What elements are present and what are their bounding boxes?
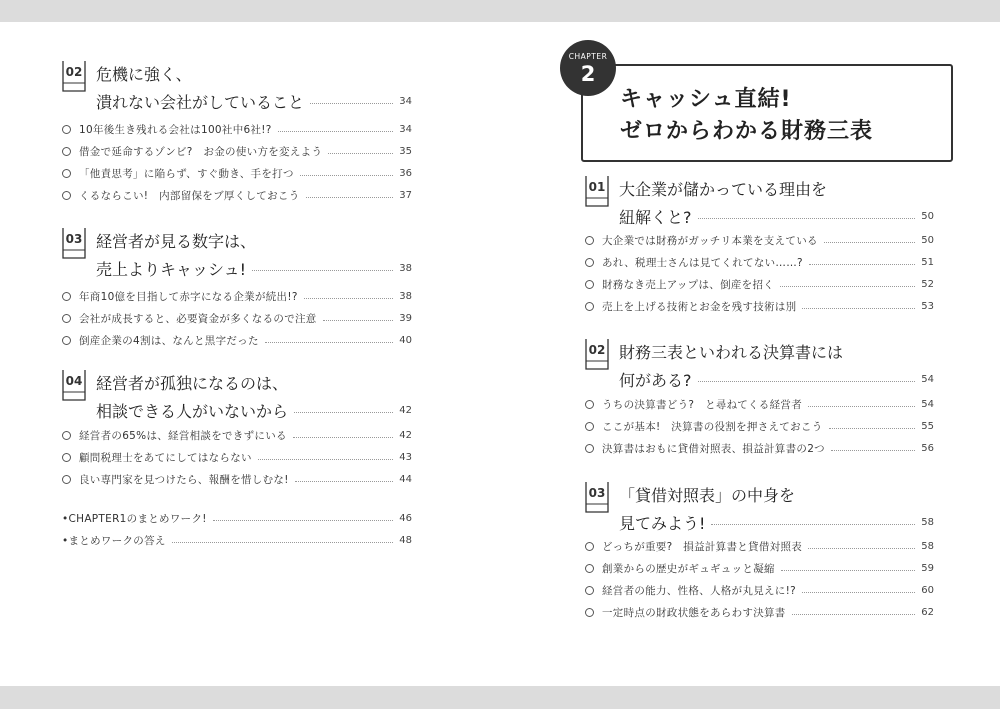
leader-dots xyxy=(824,242,915,243)
page-number: 36 xyxy=(399,167,412,179)
toc-section-01 xyxy=(585,176,934,317)
toc-item xyxy=(62,118,412,140)
leader-dots xyxy=(698,218,916,219)
leader-dots xyxy=(808,406,915,407)
toc-item-title: 顧問税理士をあてにしてはならない xyxy=(79,451,252,464)
bullet-circle-icon xyxy=(62,314,71,323)
leader-dots xyxy=(300,175,394,176)
toc-item-title: 大企業では財務がガッチリ本業を支えている xyxy=(602,234,818,247)
page-number: 54 xyxy=(921,398,934,410)
section-number: 02 xyxy=(65,65,83,79)
leader-dots xyxy=(265,342,393,343)
leader-dots xyxy=(711,524,915,525)
toc-item xyxy=(62,140,412,162)
toc-item-title: 一定時点の財政状態をあらわす決算書 xyxy=(602,606,786,619)
bullet-circle-icon xyxy=(62,169,71,178)
section-title-line1: 経営者が孤独になるのは、 xyxy=(96,374,289,393)
toc-item xyxy=(62,424,412,446)
page-number: 40 xyxy=(399,334,412,346)
page-number: 46 xyxy=(399,512,412,524)
extra-entry-answers xyxy=(62,529,412,551)
section-title-line1: 財務三表といわれる決算書には xyxy=(619,343,844,362)
page-number: 42 xyxy=(399,429,412,441)
page-number: 44 xyxy=(399,473,412,485)
toc-item xyxy=(585,535,934,557)
section-title-line2: 売上よりキャッシュ! xyxy=(96,260,247,279)
section-number-box xyxy=(585,176,609,208)
leader-dots xyxy=(213,520,393,521)
leader-dots xyxy=(698,381,916,382)
section-title-line2: 見てみよう! xyxy=(619,514,706,533)
leader-dots xyxy=(780,286,915,287)
leader-dots xyxy=(172,542,394,543)
leader-dots xyxy=(802,592,915,593)
leader-dots xyxy=(829,428,916,429)
chapter-title-box xyxy=(581,64,953,162)
page-number: 51 xyxy=(921,256,934,268)
bullet-circle-icon xyxy=(585,422,594,431)
bullet-circle-icon xyxy=(62,292,71,301)
toc-item xyxy=(62,446,412,468)
section-title-line1: 大企業が儲かっている理由を xyxy=(619,180,828,199)
leader-dots xyxy=(295,481,394,482)
page-number: 55 xyxy=(921,420,934,432)
page-number: 35 xyxy=(399,145,412,157)
toc-item-title: 「他責思考」に陥らず、すぐ動き、手を打つ xyxy=(79,167,294,180)
toc-item xyxy=(62,307,412,329)
toc-item-title: 決算書はおもに貸借対照表、損益計算書の2つ xyxy=(602,442,825,455)
section-title-line1: 危機に強く、 xyxy=(96,65,192,84)
toc-item xyxy=(585,393,934,415)
bullet-circle-icon xyxy=(62,475,71,484)
leader-dots xyxy=(278,131,394,132)
leader-dots xyxy=(310,103,393,104)
toc-section-02 xyxy=(585,339,934,459)
toc-item xyxy=(585,579,934,601)
toc-item xyxy=(62,329,412,351)
bullet-circle-icon xyxy=(585,586,594,595)
section-title-line1: 経営者が見る数字は、 xyxy=(96,232,257,251)
toc-item-title: あれ、税理士さんは見てくれてない……? xyxy=(602,256,803,269)
chapter-badge xyxy=(560,40,616,96)
section-number-box xyxy=(62,370,86,402)
page-number: 38 xyxy=(399,290,412,302)
bullet-circle-icon xyxy=(585,400,594,409)
bullet-circle-icon xyxy=(585,542,594,551)
bullet-circle-icon xyxy=(62,191,71,200)
section-title-row xyxy=(619,509,934,536)
leader-dots xyxy=(781,570,915,571)
toc-item-title: 経営者の65%は、経営相談をできずにいる xyxy=(79,429,287,442)
toc-section-02 xyxy=(62,61,412,206)
extra-entry-label: •CHAPTER1のまとめワーク! xyxy=(62,512,207,525)
leader-dots xyxy=(802,308,915,309)
toc-item xyxy=(585,601,934,623)
section-title-line1: 「貸借対照表」の中身を xyxy=(619,486,796,505)
leader-dots xyxy=(252,270,393,271)
toc-item-title: 財務なき売上アップは、倒産を招く xyxy=(602,278,775,291)
section-title-row xyxy=(619,203,934,230)
page-number: 50 xyxy=(921,234,934,246)
toc-item-title: 良い専門家を見つけたら、報酬を惜しむな! xyxy=(79,473,289,486)
toc-item-title: 10年後生き残れる会社は100社中6社!? xyxy=(79,123,272,136)
page-number: 48 xyxy=(399,534,412,546)
leader-dots xyxy=(294,412,393,413)
leader-dots xyxy=(306,197,394,198)
extra-entry-summary-work xyxy=(62,507,412,529)
toc-item-title: 売上を上げる技術とお金を残す技術は別 xyxy=(602,300,797,313)
section-number-box xyxy=(585,339,609,371)
toc-section-03 xyxy=(62,228,412,351)
bullet-circle-icon xyxy=(62,125,71,134)
leader-dots xyxy=(293,437,393,438)
page-number: 37 xyxy=(399,189,412,201)
toc-item xyxy=(62,468,412,490)
toc-item-title: どっちが重要? 損益計算書と貸借対照表 xyxy=(602,540,803,553)
section-title-row xyxy=(96,255,412,282)
page-number: 38 xyxy=(399,263,412,274)
toc-item xyxy=(585,273,934,295)
bullet-circle-icon xyxy=(62,431,71,440)
toc-item-title: 借金で延命するゾンビ? お金の使い方を変えよう xyxy=(79,145,323,158)
section-number: 03 xyxy=(65,232,83,246)
bullet-circle-icon xyxy=(585,302,594,311)
bullet-circle-icon xyxy=(585,564,594,573)
page-number: 50 xyxy=(921,211,934,222)
leader-dots xyxy=(809,264,915,265)
page-number: 34 xyxy=(399,96,412,107)
section-title-line2: 潰れない会社がしていること xyxy=(96,93,305,112)
leader-dots xyxy=(328,153,393,154)
bullet-circle-icon xyxy=(62,453,71,462)
page-number: 42 xyxy=(399,405,412,416)
leader-dots xyxy=(831,450,915,451)
page-number: 60 xyxy=(921,584,934,596)
leader-dots xyxy=(304,298,394,299)
section-title-row xyxy=(96,88,412,115)
extra-entry-label: •まとめワークの答え xyxy=(62,534,166,547)
toc-item-title: 年商10億を目指して赤字になる企業が続出!? xyxy=(79,290,298,303)
section-title-row xyxy=(96,397,412,424)
section-title-line2: 紐解くと? xyxy=(619,208,692,227)
page-number: 54 xyxy=(921,374,934,385)
bullet-circle-icon xyxy=(585,258,594,267)
section-title-line2: 相談できる人がいないから xyxy=(96,402,289,421)
chapter-label: CHAPTER xyxy=(568,52,608,61)
section-number: 04 xyxy=(65,374,83,388)
toc-item-title: 経営者の能力、性格、人格が丸見えに!? xyxy=(602,584,796,597)
toc-item xyxy=(585,557,934,579)
section-title-row xyxy=(619,366,934,393)
toc-item xyxy=(585,251,934,273)
toc-item-title: 会社が成長すると、必要資金が多くなるので注意 xyxy=(79,312,317,325)
leader-dots xyxy=(808,548,915,549)
chapter-number: 2 xyxy=(580,62,596,86)
bullet-circle-icon xyxy=(585,280,594,289)
toc-item-title: うちの決算書どう? と尋ねてくる経営者 xyxy=(602,398,803,411)
toc-item-title: 創業からの歴史がギュギュッと凝縮 xyxy=(602,562,775,575)
leader-dots xyxy=(792,614,916,615)
toc-item xyxy=(585,295,934,317)
section-number-box xyxy=(62,228,86,260)
toc-section-03 xyxy=(585,482,934,623)
toc-item xyxy=(585,437,934,459)
toc-item xyxy=(62,285,412,307)
toc-section-04 xyxy=(62,370,412,490)
page-number: 62 xyxy=(921,606,934,618)
toc-item xyxy=(585,229,934,251)
bullet-circle-icon xyxy=(62,336,71,345)
page-number: 34 xyxy=(399,123,412,135)
leader-dots xyxy=(323,320,394,321)
page-number: 58 xyxy=(921,540,934,552)
bullet-circle-icon xyxy=(585,444,594,453)
section-title-line2: 何がある? xyxy=(619,371,692,390)
toc-item-title: 倒産企業の4割は、なんと黒字だった xyxy=(79,334,259,347)
page-number: 58 xyxy=(921,517,934,528)
section-number-box xyxy=(62,61,86,93)
page-number: 56 xyxy=(921,442,934,454)
toc-item xyxy=(585,415,934,437)
section-number: 02 xyxy=(588,343,606,357)
toc-item-title: くるならこい! 内部留保をブ厚くしておこう xyxy=(79,189,300,202)
section-number: 01 xyxy=(588,180,606,194)
leader-dots xyxy=(258,459,393,460)
bullet-circle-icon xyxy=(585,608,594,617)
chapter-title-line2: ゼロからわかる財務三表 xyxy=(620,119,874,144)
toc-item xyxy=(62,162,412,184)
page-number: 39 xyxy=(399,312,412,324)
page-number: 53 xyxy=(921,300,934,312)
section-number: 03 xyxy=(588,486,606,500)
page-number: 59 xyxy=(921,562,934,574)
bullet-circle-icon xyxy=(62,147,71,156)
toc-item-title: ここが基本! 決算書の役割を押さえておこう xyxy=(602,420,823,433)
section-number-box xyxy=(585,482,609,514)
chapter-title-line1: キャッシュ直結! xyxy=(620,87,792,112)
bullet-circle-icon xyxy=(585,236,594,245)
toc-item xyxy=(62,184,412,206)
page-number: 43 xyxy=(399,451,412,463)
page-number: 52 xyxy=(921,278,934,290)
